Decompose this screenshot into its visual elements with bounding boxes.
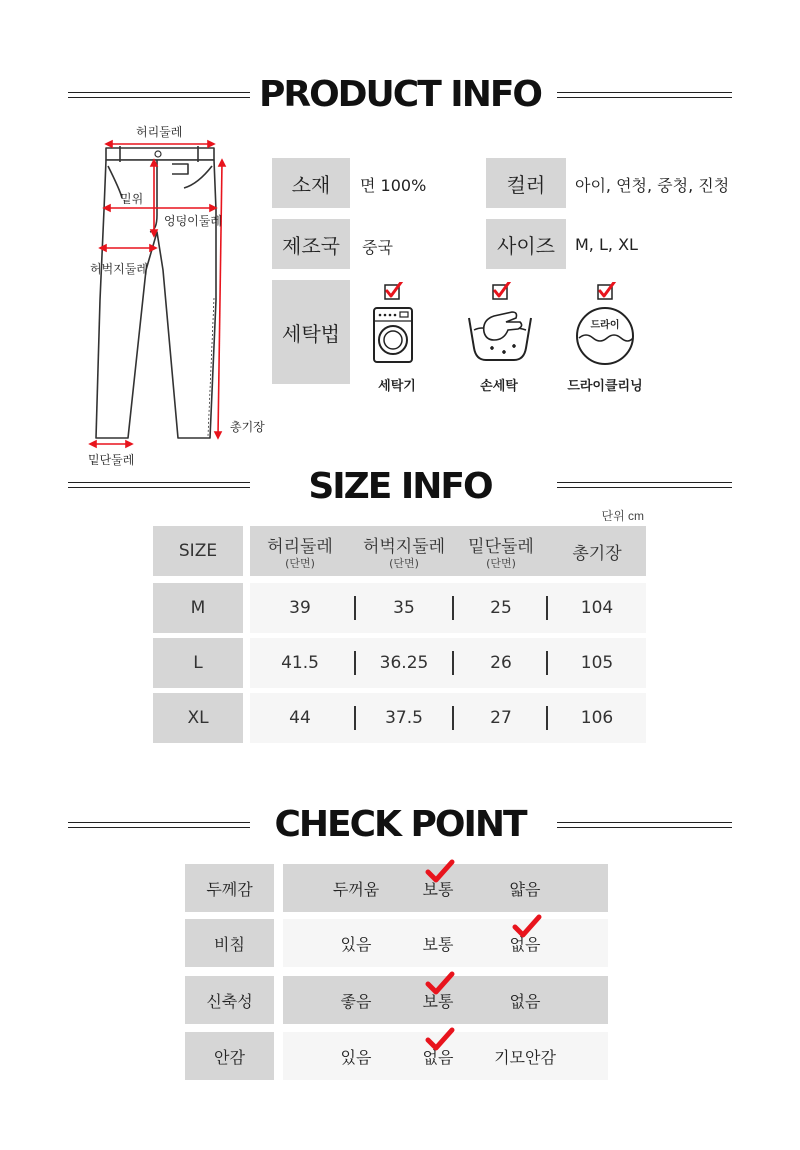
check-option: 두꺼움 bbox=[332, 879, 380, 899]
color-label: 컬러 bbox=[486, 158, 566, 208]
check-option: 보통 bbox=[422, 879, 454, 899]
check-option: 기모안감 bbox=[494, 1047, 556, 1067]
dry-clean-icon bbox=[560, 282, 650, 368]
size-row-value: 26 bbox=[490, 653, 512, 673]
label-hem: 밑단둘레 bbox=[88, 453, 135, 467]
size-value: M, L, XL bbox=[575, 235, 638, 254]
label-hip: 엉덩이둘레 bbox=[164, 214, 222, 228]
size-row-value: 36.25 bbox=[379, 653, 429, 673]
check-row-label: 신축성 bbox=[185, 976, 274, 1024]
size-header-cell bbox=[454, 526, 548, 576]
size-column-divider bbox=[354, 706, 356, 730]
pants-measurement-diagram bbox=[60, 120, 290, 480]
wash-method-dry bbox=[560, 282, 650, 394]
size-header-label: 허벅지둘레 bbox=[362, 536, 446, 557]
check-option: 없음 bbox=[422, 1047, 454, 1067]
check-option: 없음 bbox=[509, 991, 541, 1011]
size-header-cell bbox=[354, 526, 454, 576]
material-value: 면 100% bbox=[360, 176, 427, 195]
check-row-label: 두께감 bbox=[185, 864, 274, 912]
wash-method-machine bbox=[352, 282, 442, 394]
size-row-value: 27 bbox=[490, 708, 512, 728]
washing-machine-icon bbox=[352, 282, 442, 368]
size-header-label: 허리둘레 bbox=[267, 536, 333, 557]
product-info-title: PRODUCT INFO bbox=[258, 74, 542, 115]
check-point-title: CHECK POINT bbox=[274, 804, 526, 845]
size-header-cell bbox=[153, 526, 243, 576]
selected-check-icon bbox=[425, 971, 455, 997]
size-row-value: 104 bbox=[580, 598, 614, 618]
size-header-sub: (단면) bbox=[486, 556, 516, 570]
label-waist: 허리둘레 bbox=[136, 125, 183, 139]
size-row-size: M bbox=[190, 598, 206, 618]
size-row-value: 37.5 bbox=[385, 708, 423, 728]
check-row-label: 안감 bbox=[185, 1032, 274, 1080]
hand-wash-icon bbox=[454, 282, 544, 368]
size-column-divider bbox=[452, 706, 454, 730]
check-row-options bbox=[283, 919, 608, 967]
washing-label: 세탁법 bbox=[272, 280, 350, 384]
check-option: 좋음 bbox=[340, 991, 372, 1011]
label-length: 총기장 bbox=[230, 420, 265, 434]
wash-caption-hand: 손세탁 bbox=[480, 379, 518, 394]
size-header-sub: (단면) bbox=[389, 556, 419, 570]
size-row-size: L bbox=[193, 653, 203, 673]
wash-caption-dry: 드라이클리닝 bbox=[567, 379, 643, 394]
check-row-label: 비침 bbox=[185, 919, 274, 967]
size-header-cell bbox=[548, 526, 646, 576]
dry-clean-badge: 드라이 bbox=[590, 320, 620, 331]
size-column-divider bbox=[546, 706, 548, 730]
size-header-cell bbox=[250, 526, 350, 576]
material-label: 소재 bbox=[272, 158, 350, 208]
color-value: 아이, 연청, 중청, 진청 bbox=[575, 176, 730, 195]
check-option: 없음 bbox=[509, 934, 541, 954]
selected-check-icon bbox=[425, 1027, 455, 1053]
check-option: 보통 bbox=[422, 934, 454, 954]
size-column-divider bbox=[546, 651, 548, 675]
size-header-label: SIZE bbox=[178, 541, 218, 561]
size-row-value: 35 bbox=[393, 598, 415, 618]
size-unit: 단위 cm bbox=[601, 509, 644, 523]
size-row-value: 106 bbox=[580, 708, 614, 728]
origin-label: 제조국 bbox=[272, 219, 350, 269]
check-option: 보통 bbox=[422, 991, 454, 1011]
size-row-size: XL bbox=[187, 708, 209, 728]
check-option: 있음 bbox=[340, 934, 372, 954]
size-header-sub: (단면) bbox=[285, 556, 315, 570]
wash-method-hand bbox=[454, 282, 544, 394]
size-column-divider bbox=[452, 596, 454, 620]
selected-check-icon bbox=[425, 859, 455, 885]
wash-caption-machine: 세탁기 bbox=[378, 379, 416, 394]
size-column-divider bbox=[354, 651, 356, 675]
size-header-label: 밑단둘레 bbox=[468, 536, 534, 557]
size-row-value: 41.5 bbox=[281, 653, 319, 673]
selected-check-icon bbox=[512, 914, 542, 940]
check-option: 얇음 bbox=[509, 879, 541, 899]
check-option: 있음 bbox=[340, 1047, 372, 1067]
label-thigh: 허벅지둘레 bbox=[90, 262, 148, 276]
origin-value: 중국 bbox=[362, 238, 393, 257]
size-row-value: 44 bbox=[289, 708, 311, 728]
label-rise: 밑위 bbox=[120, 192, 144, 206]
size-column-divider bbox=[354, 596, 356, 620]
size-row-value: 25 bbox=[490, 598, 512, 618]
size-row-value: 39 bbox=[289, 598, 311, 618]
size-column-divider bbox=[452, 651, 454, 675]
size-info-title: SIZE INFO bbox=[308, 466, 492, 507]
size-row-value: 105 bbox=[580, 653, 614, 673]
size-header-label: 총기장 bbox=[572, 543, 622, 564]
size-label: 사이즈 bbox=[486, 219, 566, 269]
size-column-divider bbox=[546, 596, 548, 620]
